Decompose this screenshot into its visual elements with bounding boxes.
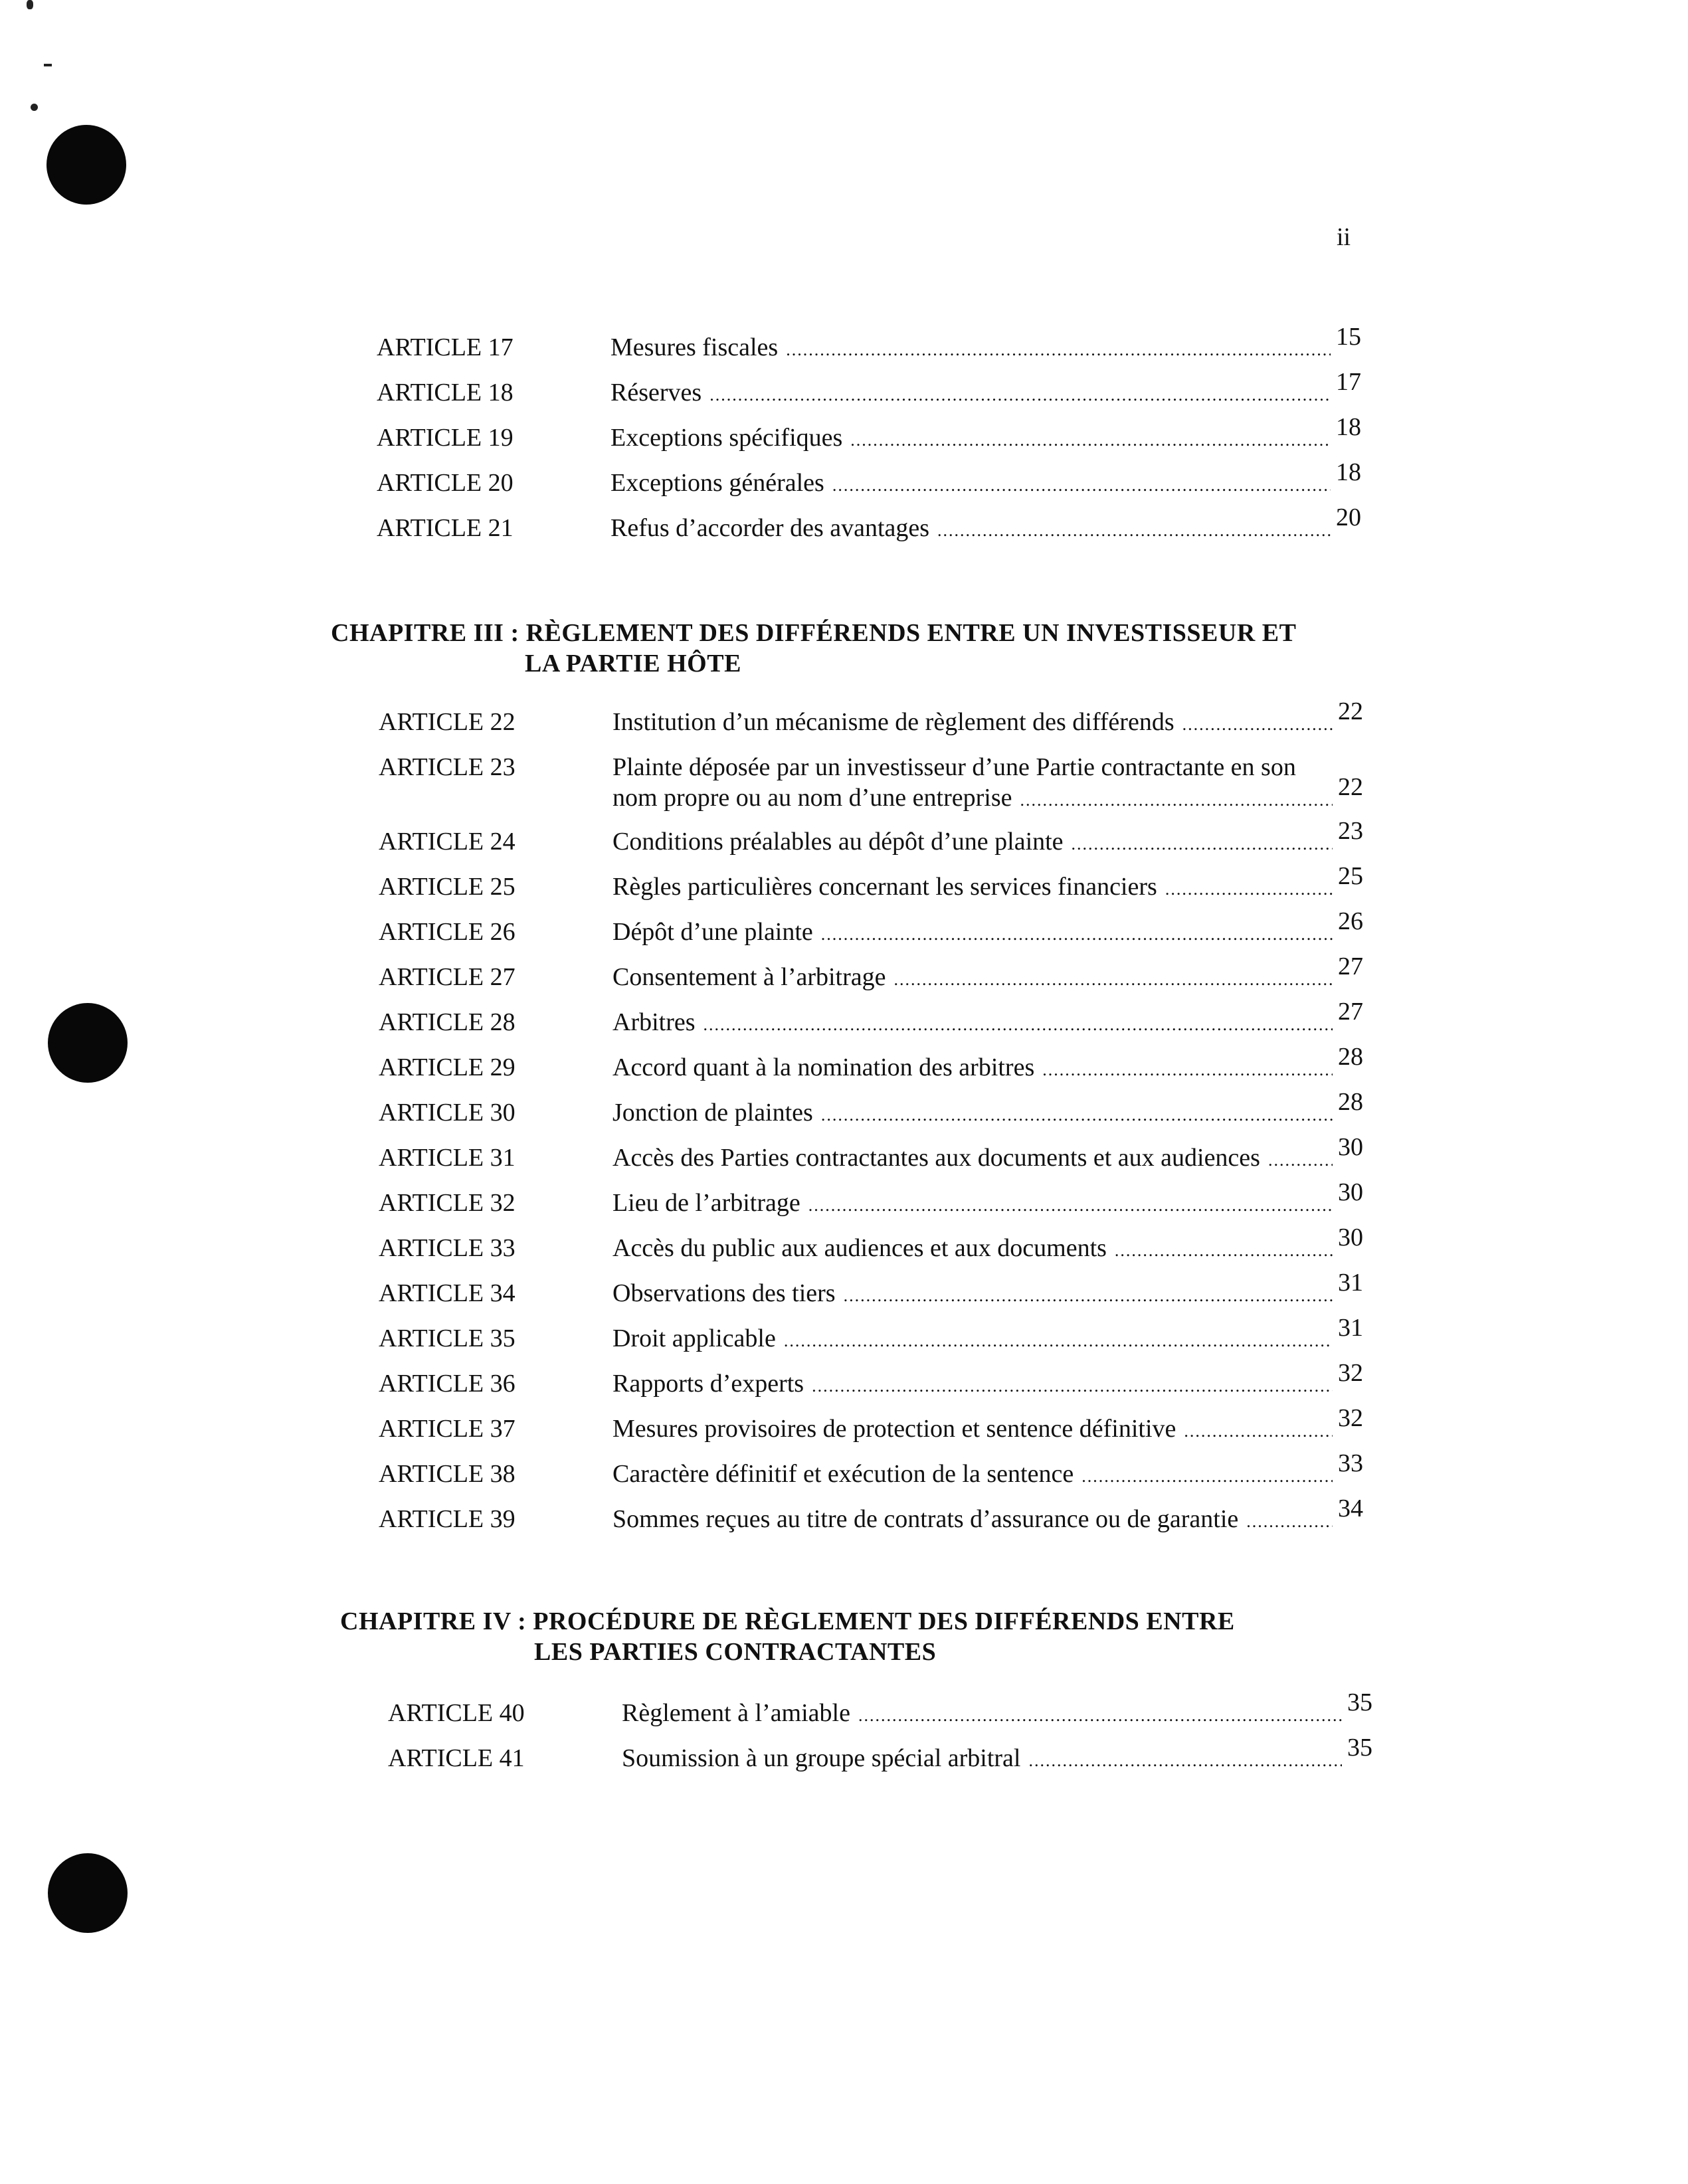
article-number: ARTICLE 22 [379,708,516,736]
article-page: 26 [1338,907,1363,935]
dot-leader [1182,709,1333,740]
article-number: ARTICLE 41 [388,1744,525,1772]
article-page: 25 [1338,862,1363,890]
chapter-heading-line: CHAPITRE IV : PROCÉDURE DE RÈGLEMENT DES DIFFÉRENDS ENTRE [340,1607,1235,1635]
article-title: Accès du public aux audiences et aux documents [612,1234,1107,1262]
article-title: Accès des Parties contractantes aux documents et aux audiences [612,1144,1260,1172]
article-page: 18 [1336,413,1361,441]
article-page: 28 [1338,1043,1363,1071]
chapter-heading-line: LA PARTIE HÔTE [525,650,741,678]
dot-leader [832,470,1331,501]
dot-leader [1115,1235,1333,1266]
article-title: Dépôt d’une plainte [612,918,813,946]
article-title: Soumission à un groupe spécial arbitral [622,1744,1021,1772]
article-page: 31 [1338,1314,1363,1342]
dot-leader [1020,785,1333,816]
article-number: ARTICLE 32 [379,1189,516,1217]
article-page: 30 [1338,1224,1363,1251]
dot-leader [1268,1145,1333,1176]
dot-leader [703,1010,1333,1040]
article-page: 35 [1347,1734,1372,1762]
article-number: ARTICLE 29 [379,1053,516,1081]
article-number: ARTICLE 39 [379,1505,516,1533]
article-page: 33 [1338,1449,1363,1477]
article-title: Sommes reçues au titre de contrats d’assurance ou de garantie [612,1505,1239,1533]
article-number: ARTICLE 20 [377,469,514,497]
article-title: Réserves [610,379,702,407]
article-title-line: Plainte déposée par un investisseur d’une Partie contractante en son [612,753,1296,781]
article-number: ARTICLE 25 [379,873,516,901]
article-page: 20 [1336,503,1361,531]
article-page: 30 [1338,1133,1363,1161]
scan-speck [44,64,52,66]
article-title: Jonction de plaintes [612,1099,813,1127]
article-page: 27 [1338,953,1363,980]
dot-leader [1246,1506,1333,1537]
article-title: Mesures provisoires de protection et sentence définitive [612,1415,1176,1443]
article-number: ARTICLE 23 [379,753,516,781]
article-number: ARTICLE 27 [379,963,516,991]
dot-leader [1184,1416,1333,1447]
article-number: ARTICLE 35 [379,1324,516,1352]
scan-speck [27,0,33,9]
dot-leader [858,1700,1342,1731]
article-page: 31 [1338,1269,1363,1297]
article-number: ARTICLE 34 [379,1279,516,1307]
article-page: 28 [1338,1088,1363,1116]
article-number: ARTICLE 30 [379,1099,516,1127]
punch-hole-middle [48,1003,128,1083]
article-title: nom propre ou au nom d’une entreprise [612,784,1012,812]
chapter-heading-3 [331,618,1296,679]
page-number: ii [1337,223,1351,251]
article-page: 32 [1338,1404,1363,1432]
dot-leader [821,1100,1333,1131]
article-title: Conditions préalables au dépôt d’une plainte [612,828,1064,856]
dot-leader [821,919,1333,950]
article-number: ARTICLE 21 [377,514,514,542]
chapter-heading-4 [340,1606,1235,1667]
article-title: Observations des tiers [612,1279,836,1307]
article-page: 34 [1338,1495,1363,1522]
article-page: 27 [1338,998,1363,1026]
article-title: Consentement à l’arbitrage [612,963,886,991]
article-number: ARTICLE 17 [377,333,514,361]
article-title: Lieu de l’arbitrage [612,1189,800,1217]
article-title: Refus d’accorder des avantages [610,514,930,542]
article-title: Droit applicable [612,1324,776,1352]
article-number: ARTICLE 31 [379,1144,516,1172]
article-title: Institution d’un mécanisme de règlement des différends [612,708,1174,736]
article-page: 18 [1336,458,1361,486]
article-number: ARTICLE 18 [377,379,514,407]
dot-leader [786,335,1331,365]
chapter-heading-line: CHAPITRE III : RÈGLEMENT DES DIFFÉRENDS ENTRE UN INVESTISSEUR ET [331,619,1297,647]
article-number: ARTICLE 28 [379,1008,516,1036]
punch-hole-bottom [48,1853,128,1933]
dot-leader [937,515,1331,546]
article-number: ARTICLE 36 [379,1370,516,1398]
article-page: 22 [1338,773,1363,801]
article-number: ARTICLE 40 [388,1699,525,1727]
article-number: ARTICLE 38 [379,1460,516,1488]
article-page: 35 [1347,1688,1372,1716]
dot-leader [784,1326,1333,1356]
article-page: 22 [1338,697,1363,725]
article-title: Exceptions spécifiques [610,424,843,452]
article-title: Règles particulières concernant les services financiers [612,873,1157,901]
dot-leader [709,380,1331,410]
article-page: 15 [1336,323,1361,351]
dot-leader [1165,874,1333,905]
article-number: ARTICLE 33 [379,1234,516,1262]
article-page: 17 [1336,368,1361,396]
article-number: ARTICLE 26 [379,918,516,946]
article-page: 23 [1338,817,1363,845]
article-title: Mesures fiscales [610,333,779,361]
article-page: 32 [1338,1359,1363,1387]
article-title: Règlement à l’amiable [622,1699,850,1727]
scan-speck [31,104,38,111]
chapter-heading-line: LES PARTIES CONTRACTANTES [534,1638,937,1666]
article-title: Arbitres [612,1008,696,1036]
dot-leader [1072,829,1333,860]
dot-leader [894,964,1333,995]
dot-leader [812,1371,1333,1402]
article-title: Caractère définitif et exécution de la sentence [612,1460,1074,1488]
punch-hole-top [47,125,126,205]
dot-leader [844,1281,1333,1311]
article-number: ARTICLE 37 [379,1415,516,1443]
article-number: ARTICLE 19 [377,424,514,452]
dot-leader [850,425,1331,456]
dot-leader [1042,1055,1333,1085]
dot-leader [1029,1746,1343,1776]
article-title: Rapports d’experts [612,1370,804,1398]
dot-leader [1081,1461,1333,1492]
article-title: Exceptions générales [610,469,824,497]
article-number: ARTICLE 24 [379,828,516,856]
article-title: Accord quant à la nomination des arbitres [612,1053,1035,1081]
dot-leader [808,1190,1333,1221]
article-page: 30 [1338,1178,1363,1206]
